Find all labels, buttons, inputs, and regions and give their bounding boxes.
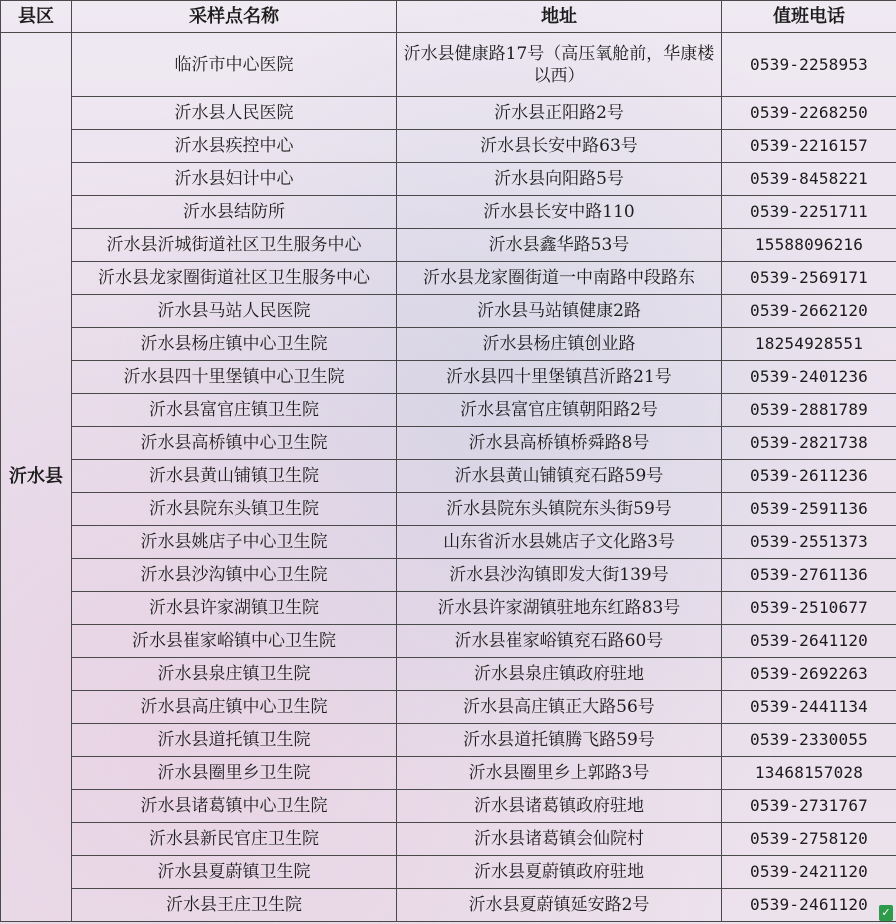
site-name-cell: 沂水县夏蔚镇卫生院 — [72, 856, 397, 889]
site-name-cell: 沂水县富官庄镇卫生院 — [72, 394, 397, 427]
phone-cell: 0539-2510677 — [722, 592, 896, 625]
site-name-cell: 沂水县道托镇卫生院 — [72, 724, 397, 757]
address-cell: 沂水县诸葛镇政府驻地 — [397, 790, 722, 823]
phone-cell: 0539-2551373 — [722, 526, 896, 559]
site-name-cell: 沂水县四十里堡镇中心卫生院 — [72, 361, 397, 394]
phone-cell: 0539-2758120 — [722, 823, 896, 856]
table-row — [1, 691, 896, 724]
address-cell: 沂水县长安中路63号 — [397, 130, 722, 163]
table-row — [1, 130, 896, 163]
check-badge-icon: ✓ — [879, 905, 893, 921]
phone-cell: 18254928551 — [722, 328, 896, 361]
address-cell: 沂水县圈里乡上郭路3号 — [397, 757, 722, 790]
phone-cell: 0539-2692263 — [722, 658, 896, 691]
address-cell: 沂水县道托镇腾飞路59号 — [397, 724, 722, 757]
header-phone: 值班电话 — [722, 1, 896, 33]
address-cell: 沂水县长安中路110 — [397, 196, 722, 229]
phone-cell: 0539-2330055 — [722, 724, 896, 757]
phone-cell: 0539-2662120 — [722, 295, 896, 328]
phone-cell: 0539-2268250 — [722, 97, 896, 130]
phone-cell: 0539-2881789 — [722, 394, 896, 427]
address-cell: 沂水县许家湖镇驻地东红路83号 — [397, 592, 722, 625]
county-cell: 沂水县 — [1, 33, 72, 922]
address-cell: 沂水县杨庄镇创业路 — [397, 328, 722, 361]
phone-cell: 0539-2611236 — [722, 460, 896, 493]
table-row — [1, 493, 896, 526]
table-row — [1, 196, 896, 229]
table-row — [1, 823, 896, 856]
phone-cell: 0539-2761136 — [722, 559, 896, 592]
site-name-cell: 沂水县高庄镇中心卫生院 — [72, 691, 397, 724]
address-cell: 山东省沂水县姚店子文化路3号 — [397, 526, 722, 559]
address-cell: 沂水县高庄镇正大路56号 — [397, 691, 722, 724]
address-cell: 沂水县健康路17号（高压氧舱前，华康楼以西） — [397, 33, 722, 97]
phone-cell: 0539-2251711 — [722, 196, 896, 229]
phone-cell: 15588096216 — [722, 229, 896, 262]
table-row — [1, 97, 896, 130]
table-row — [1, 361, 896, 394]
address-cell: 沂水县黄山铺镇兖石路59号 — [397, 460, 722, 493]
phone-cell: 0539-8458221 — [722, 163, 896, 196]
table-row — [1, 559, 896, 592]
table-row — [1, 394, 896, 427]
phone-cell: 0539-2821738 — [722, 427, 896, 460]
site-name-cell: 沂水县圈里乡卫生院 — [72, 757, 397, 790]
phone-cell: 0539-2401236 — [722, 361, 896, 394]
table-row — [1, 262, 896, 295]
table-row — [1, 295, 896, 328]
site-name-cell: 沂水县姚店子中心卫生院 — [72, 526, 397, 559]
address-cell: 沂水县院东头镇院东头街59号 — [397, 493, 722, 526]
address-cell: 沂水县崔家峪镇兖石路60号 — [397, 625, 722, 658]
site-name-cell: 沂水县王庄卫生院 — [72, 889, 397, 922]
address-cell: 沂水县马站镇健康2路 — [397, 295, 722, 328]
phone-cell: 0539-2461120 — [722, 889, 896, 922]
site-name-cell: 沂水县沂城街道社区卫生服务中心 — [72, 229, 397, 262]
site-name-cell: 沂水县崔家峪镇中心卫生院 — [72, 625, 397, 658]
table-row — [1, 724, 896, 757]
table-row — [1, 592, 896, 625]
address-cell: 沂水县泉庄镇政府驻地 — [397, 658, 722, 691]
site-name-cell: 沂水县杨庄镇中心卫生院 — [72, 328, 397, 361]
table-row — [1, 526, 896, 559]
table-body — [1, 33, 896, 922]
address-cell: 沂水县富官庄镇朝阳路2号 — [397, 394, 722, 427]
address-cell: 沂水县诸葛镇会仙院村 — [397, 823, 722, 856]
table-row — [1, 757, 896, 790]
site-name-cell: 沂水县黄山铺镇卫生院 — [72, 460, 397, 493]
phone-cell: 0539-2731767 — [722, 790, 896, 823]
table-row — [1, 33, 896, 97]
site-name-cell: 沂水县疾控中心 — [72, 130, 397, 163]
site-name-cell: 临沂市中心医院 — [72, 33, 397, 97]
address-cell: 沂水县龙家圈街道一中南路中段路东 — [397, 262, 722, 295]
phone-cell: 13468157028 — [722, 757, 896, 790]
address-cell: 沂水县高桥镇桥舜路8号 — [397, 427, 722, 460]
site-name-cell: 沂水县龙家圈街道社区卫生服务中心 — [72, 262, 397, 295]
header-address: 地址 — [397, 1, 722, 33]
table-row — [1, 229, 896, 262]
site-name-cell: 沂水县诸葛镇中心卫生院 — [72, 790, 397, 823]
site-name-cell: 沂水县高桥镇中心卫生院 — [72, 427, 397, 460]
address-cell: 沂水县沙沟镇即发大街139号 — [397, 559, 722, 592]
table-header-row — [1, 1, 896, 33]
site-name-cell: 沂水县人民医院 — [72, 97, 397, 130]
site-name-cell: 沂水县院东头镇卫生院 — [72, 493, 397, 526]
site-name-cell: 沂水县许家湖镇卫生院 — [72, 592, 397, 625]
header-site-name: 采样点名称 — [72, 1, 397, 33]
phone-cell: 0539-2421120 — [722, 856, 896, 889]
phone-cell: 0539-2216157 — [722, 130, 896, 163]
site-name-cell: 沂水县妇计中心 — [72, 163, 397, 196]
site-name-cell: 沂水县新民官庄卫生院 — [72, 823, 397, 856]
site-name-cell: 沂水县马站人民医院 — [72, 295, 397, 328]
table-row — [1, 328, 896, 361]
site-name-cell: 沂水县结防所 — [72, 196, 397, 229]
table-row — [1, 163, 896, 196]
phone-cell: 0539-2258953 — [722, 33, 896, 97]
phone-cell: 0539-2441134 — [722, 691, 896, 724]
table-row — [1, 625, 896, 658]
address-cell: 沂水县正阳路2号 — [397, 97, 722, 130]
table-row — [1, 427, 896, 460]
site-name-cell: 沂水县泉庄镇卫生院 — [72, 658, 397, 691]
table-row — [1, 658, 896, 691]
phone-cell: 0539-2569171 — [722, 262, 896, 295]
table-row — [1, 460, 896, 493]
address-cell: 沂水县夏蔚镇延安路2号 — [397, 889, 722, 922]
table-row — [1, 790, 896, 823]
address-cell: 沂水县夏蔚镇政府驻地 — [397, 856, 722, 889]
site-name-cell: 沂水县沙沟镇中心卫生院 — [72, 559, 397, 592]
table-row — [1, 889, 896, 922]
header-county: 县区 — [1, 1, 72, 33]
table-row — [1, 856, 896, 889]
address-cell: 沂水县鑫华路53号 — [397, 229, 722, 262]
phone-cell: 0539-2641120 — [722, 625, 896, 658]
address-cell: 沂水县四十里堡镇莒沂路21号 — [397, 361, 722, 394]
address-cell: 沂水县向阳路5号 — [397, 163, 722, 196]
phone-cell: 0539-2591136 — [722, 493, 896, 526]
